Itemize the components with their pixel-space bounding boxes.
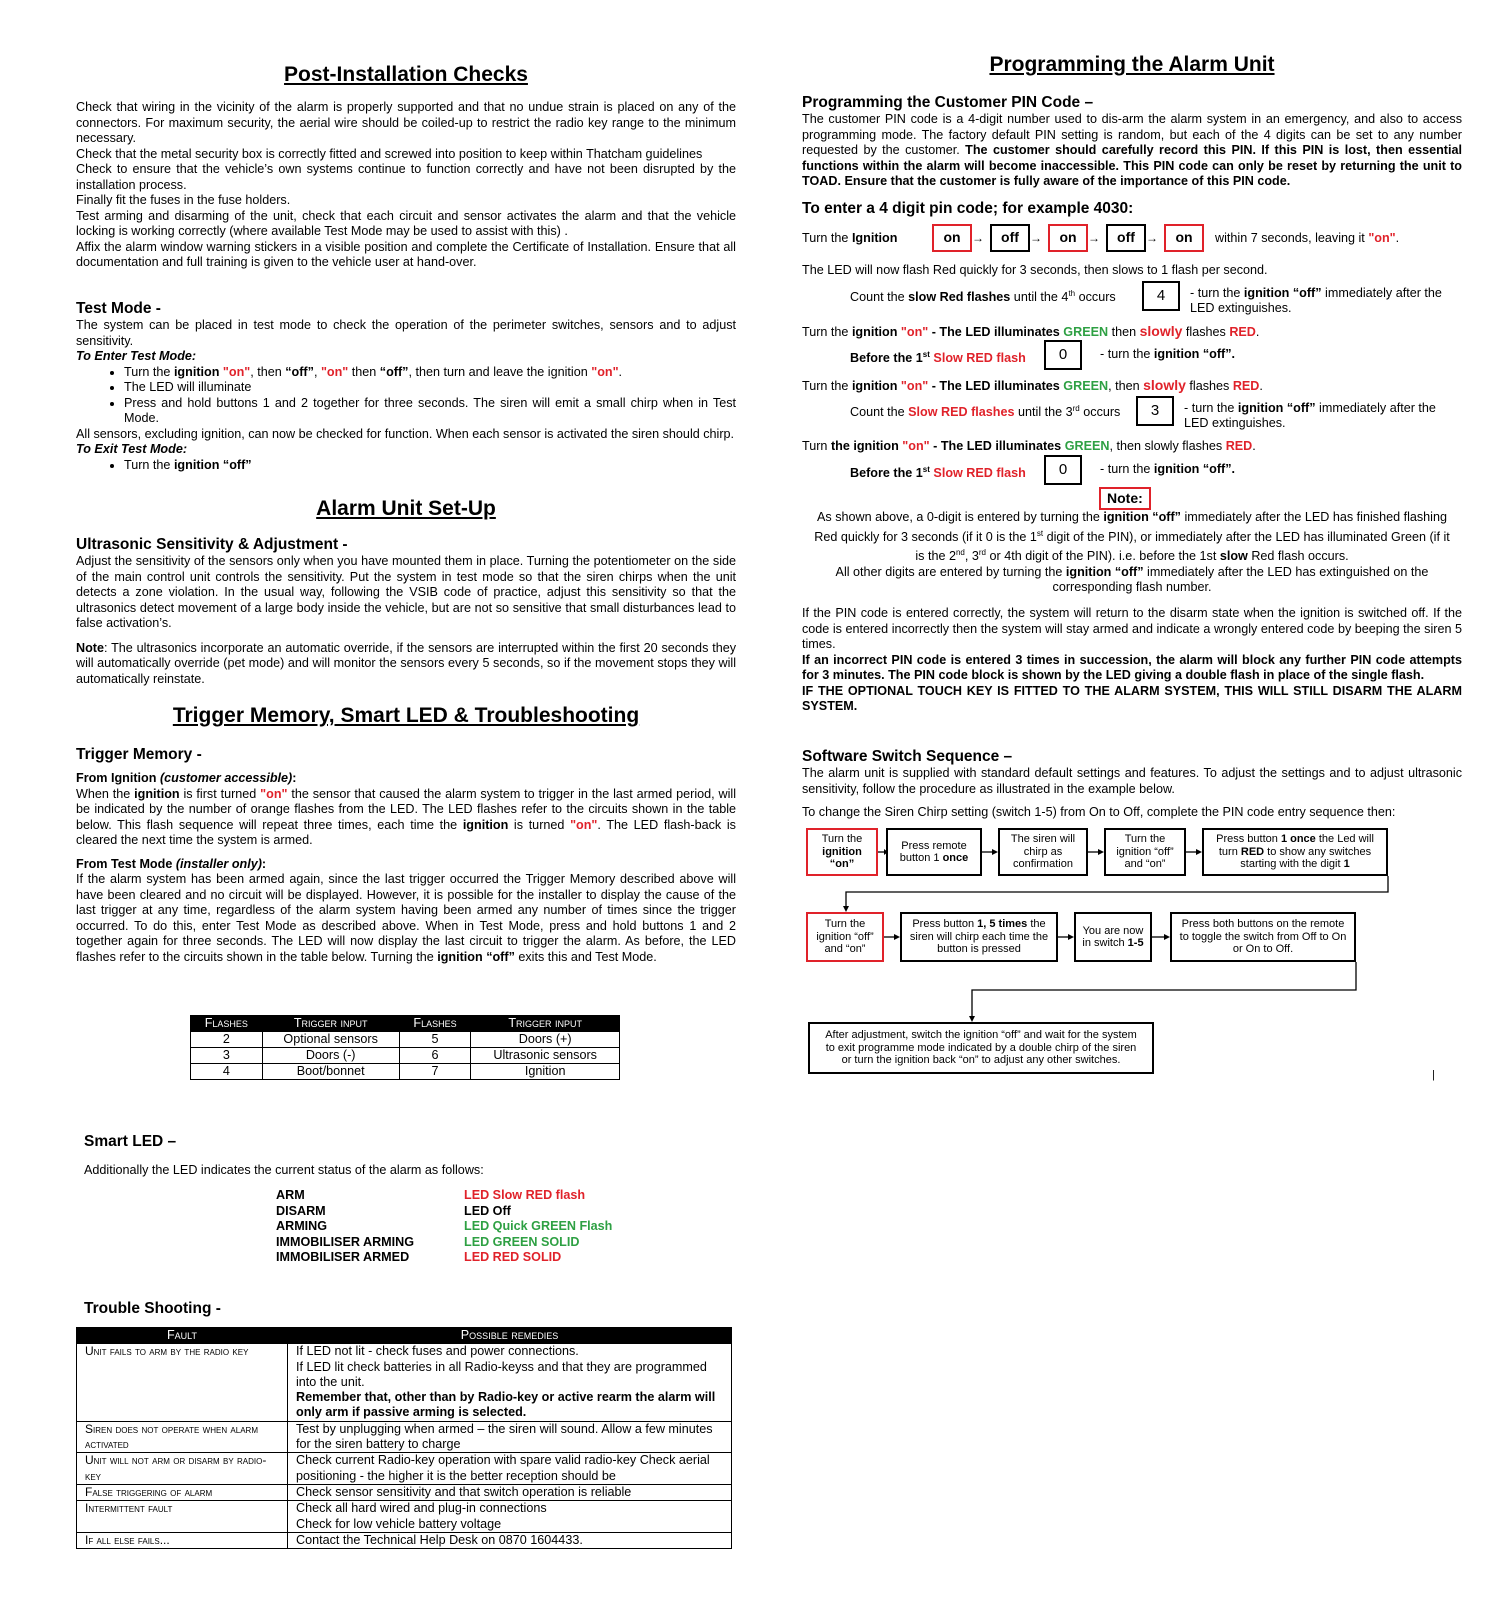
block-text: If an incorrect PIN code is entered 3 times in succession, the alarm will block any further PIN code attempts for 3 minutes. The PIN code block is shown by the LED giving a double flash in place of the single flash. [802, 652, 1462, 682]
line4-text: Turn the ignition "on" - The LED illuminates GREEN, then slowly flashes RED. [802, 439, 1256, 453]
led-status-row [276, 1235, 676, 1251]
pin-heading: Programming the Customer PIN Code – [802, 94, 1094, 111]
ignition-seq-box: on [932, 224, 972, 252]
step1-result: - turn the ignition “off” immediately after the LED extinguishes. [1190, 286, 1442, 315]
flow-step-press-5-times: Press button 1, 5 times the siren will chirp each time the button is pressed [900, 912, 1058, 962]
table-row: Unit fails to arm by the radio key If LED not lit - check fuses and power connections. If LED lit check batteries in all Radio-keyss and that they are programmed into the unit. Remember that, other than by Radio-key or active rearm the alarm will only arm if passive arming is selected. [77, 1344, 732, 1421]
post-install-body [76, 100, 736, 271]
enter-step-1: • Turn the ignition "on", then “off”, "on" then “off”, then turn and leave the ignition "on". [124, 365, 736, 381]
sequence-arrow-icon: → [972, 231, 984, 245]
enter-pin-heading: To enter a 4 digit pin code; for example 4030: [802, 200, 1134, 217]
digit-box-1: 4 [1142, 281, 1180, 311]
exit-test-heading: To Exit Test Mode: [76, 442, 188, 456]
note-body: As shown above, a 0-digit is entered by turning the ignition “off” immediately after the LED has finished flashing Red quickly for 3 seconds (if it 0 is the 1st digit of the PIN), or immediately after the LED has illuminated Green (if it is the 2nd, 3rd or 4th digit of the PIN). i.e. before the 1st slow Red flash occurs. All other digits are entered by turning the ignition “off” immediately after the LED has extinguished on the corresponding flash number. [814, 510, 1450, 595]
all-sensors-text: All sensors, excluding ignition, can now be checked for function. When each sensor is activated the siren should chirp. [76, 426, 735, 441]
post-install-p6: Affix the alarm window warning stickers in a visible position and complete the Certificate of Installation. Ensure that all documentation and full training is given to the vehicle user at hand-over. [76, 239, 736, 269]
led-indication: LED Quick GREEN Flash [464, 1219, 613, 1233]
led-indication: LED Slow RED flash [464, 1188, 586, 1202]
digit-box-2: 0 [1044, 340, 1082, 370]
th-remedies: Possible remedies [288, 1328, 732, 1344]
ultrasonic-text: Adjust the sensitivity of the sensors only when you have mounted them in place. Turning the potentiometer on the side of the main control unit controls the sensitivity. Put the system in test mode so that the siren chirps when the unit detects a zone violation. In the usual way, following the VSIB code of practice, adjust this sensitivity so that the ultrasonics detect movement of a large body inside the vehicle, but are not so sensitive that small disturbances lead to false activation’s. [76, 554, 736, 630]
within-text: within 7 seconds, leaving it "on". [1215, 231, 1400, 245]
step3-result: - turn the ignition “off” immediately after the LED extinguishes. [1184, 401, 1436, 430]
ignition-seq-box: off [1106, 224, 1146, 252]
led-state: ARM [276, 1188, 305, 1202]
digit-box-4: 0 [1044, 455, 1082, 485]
from-test-text: If the alarm system has been armed again, since the last trigger occurred the Trigger Memory described above will have been cleared and no circuit will be displayed. However, it is possible for the installer to display the cause of the last trigger at any time, regardless of the alarm system having been armed any number of times since the trigger occurred. To do this, enter Test Mode as described above. When in Test Mode, press and hold buttons 1 and 2 together again for three seconds. The LED will now display the last circuit to trigger the alarm. As before, the LED flashes refer to the circuits shown in the table below. Turning the ignition “off” exits this and Test Mode. [76, 872, 736, 964]
table-row: Intermittent fault Check all hard wired and plug-in connections Check for low vehicle battery voltage [77, 1501, 732, 1533]
step1-text: Count the slow Red flashes until the 4th occurs [850, 289, 1116, 305]
th-flashes-2: Flashes [399, 1016, 471, 1032]
led-indication: LED Off [464, 1203, 511, 1218]
correct-text: If the PIN code is entered correctly, the system will return to the disarm state when the ignition is switched off. If the code is entered incorrectly then the system will stay armed and indicate a wrongly entered code by beeping the siren 5 times. [802, 606, 1462, 651]
step2-result: - turn the ignition “off”. [1100, 347, 1236, 361]
from-ignition-heading: From Ignition (customer accessible): [76, 771, 297, 785]
led-indication: LED RED SOLID [464, 1250, 562, 1264]
trigger-body [76, 771, 736, 965]
led-state: IMMOBILISER ARMING [276, 1234, 415, 1249]
enter-step-2: • The LED will illuminate [124, 380, 736, 396]
smart-led-heading: Smart LED – [84, 1133, 177, 1150]
table-row: 3 Doors (-) 6 Ultrasonic sensors [191, 1048, 620, 1064]
enter-test-list [76, 365, 736, 427]
led-state: ARMING [276, 1219, 328, 1233]
trouble-heading: Trouble Shooting - [84, 1300, 221, 1317]
led-indication: LED GREEN SOLID [464, 1234, 580, 1249]
page-mark: | [1432, 1069, 1435, 1081]
enter-step-3: • Press and hold buttons 1 and 2 together for three seconds. The siren will emit a small chirp when in Test Mode. [124, 396, 736, 427]
led-status-row [276, 1250, 676, 1266]
touch-key-text: IF THE OPTIONAL TOUCH KEY IS FITTED TO THE ALARM SYSTEM, THIS WILL STILL DISARM THE ALARM SYSTEM. [802, 683, 1462, 713]
ignition-seq-box: on [1164, 224, 1204, 252]
ultrasonic-note: Note: The ultrasonics incorporate an automatic override, if the sensors are interrupted within the first 20 seconds they will automatically override (pet mode) and will monitor the sensors every 5 seconds, so if the movement stops they will automatically reinstate. [76, 640, 736, 686]
siren-chirp-text: To change the Siren Chirp setting (switch 1-5) from On to Off, complete the PIN code entry sequence then: [802, 805, 1396, 819]
test-mode-body [76, 318, 736, 473]
post-install-p3: Check to ensure that the vehicle’s own systems continue to function correctly and have not been disrupted by the installation process. [76, 162, 736, 192]
step3-text: Count the Slow RED flashes until the 3rd occurs [850, 404, 1121, 420]
flow-step-press-remote: Press remote button 1 once [886, 828, 982, 876]
flow-step-siren-chirp: The siren will chirp as confirmation [998, 828, 1088, 876]
enter-test-heading: To Enter Test Mode: [76, 349, 197, 363]
line3-text: Turn the ignition "on" - The LED illuminates GREEN, then slowly flashes RED. [802, 377, 1263, 393]
table-row: Unit will not arm or disarm by radio-key Check current Radio-key operation with spare valid radio-key Check aerial positioning - the higher it is the better reception should be [77, 1453, 732, 1485]
trigger-title: Trigger Memory, Smart LED & Troubleshooting [172, 704, 640, 727]
led-status-row [276, 1204, 676, 1220]
exit-test-list [76, 458, 736, 474]
trouble-table [76, 1327, 732, 1549]
th-flashes-1: Flashes [191, 1016, 263, 1032]
led-status-row [276, 1219, 676, 1235]
trigger-memory-heading: Trigger Memory - [76, 746, 202, 763]
step2-text: Before the 1st Slow RED flash [850, 350, 1026, 366]
trouble-table-header [77, 1328, 732, 1344]
digit-box-3: 3 [1136, 396, 1174, 426]
test-mode-heading: Test Mode - [76, 300, 161, 317]
flow-step-after-adjustment: After adjustment, switch the ignition “off” and wait for the system to exit programme mode indicated by a double chirp of the siren or turn the ignition back “on” to adjust any other switches. [808, 1022, 1154, 1074]
post-install-title: Post-Installation Checks [284, 63, 528, 86]
flow-step-toggle-switch: Press both buttons on the remote to toggle the switch from Off to On or On to Off. [1170, 912, 1356, 962]
from-test-heading: From Test Mode (installer only): [76, 856, 267, 871]
test-mode-intro: The system can be placed in test mode to check the operation of the perimeter switches, sensors and to adjust sensitivity. [76, 318, 736, 348]
ultrasonic-heading: Ultrasonic Sensitivity & Adjustment - [76, 536, 348, 553]
led-flash-text: The LED will now flash Red quickly for 3 seconds, then slows to 1 flash per second. [802, 263, 1268, 277]
programming-title: Programming the Alarm Unit [989, 53, 1275, 76]
table-row: 2 Optional sensors 5 Doors (+) [191, 1032, 620, 1048]
th-trigger-1: Trigger input [262, 1016, 399, 1032]
th-fault: Fault [77, 1328, 288, 1344]
flow-step-press-button-1: Press button 1 once the Led will turn RED to show any switches starting with the digit 1 [1202, 828, 1388, 876]
line2-text: Turn the ignition "on" - The LED illuminates GREEN then slowly flashes RED. [802, 323, 1260, 339]
sequence-arrow-icon: → [1030, 231, 1042, 245]
trigger-table-header [191, 1016, 620, 1032]
software-switch-heading: Software Switch Sequence – [802, 748, 1013, 765]
post-install-p2: Check that the metal security box is correctly fitted and screwed into position to keep within Thatcham guidelines [76, 146, 703, 161]
software-switch-text: The alarm unit is supplied with standard default settings and features. To adjust the settings and to adjust ultrasonic sensitivity, follow the procedure as illustrated in the example below. [802, 766, 1462, 796]
sequence-arrow-icon: → [1088, 231, 1100, 245]
post-install-p5: Test arming and disarming of the unit, check that each circuit and sensor activates the alarm and that the vehicle locking is working correctly (where available Test Mode may be used to assist with this) . [76, 208, 736, 238]
smart-led-list [276, 1188, 676, 1266]
step4-text: Before the 1st Slow RED flash [850, 465, 1026, 481]
step4-result: - turn the ignition “off”. [1100, 462, 1236, 476]
sequence-arrow-icon: → [1146, 231, 1158, 245]
led-state: IMMOBILISER ARMED [276, 1250, 410, 1264]
flow-connectors [802, 0, 1462, 1100]
flow-step-ignition-on: Turn the ignition “on” [806, 828, 878, 876]
post-install-p1: Check that wiring in the vicinity of the alarm is properly supported and that no undue strain is placed on any of the connectors. For maximum security, the aerial wire should be coiled-up to restrict the radio key range to the minimum necessary. [76, 100, 736, 145]
smart-led-intro: Additionally the LED indicates the current status of the alarm as follows: [84, 1163, 484, 1177]
ultrasonic-body [76, 554, 736, 687]
from-ignition-text: When the ignition is first turned "on" the sensor that caused the alarm system to trigger in the last armed period, will be indicated by the number of orange flashes from the LED. The LED flashes refer to the circuits shown in the table below. This flash sequence will repeat three times, each time the ignition is turned "on". The LED flash-back is cleared the next time the system is armed. [76, 786, 737, 847]
post-install-p4: Finally fit the fuses in the fuse holders. [76, 193, 291, 207]
table-row: 4 Boot/bonnet 7 Ignition [191, 1064, 620, 1080]
ignition-seq-box: on [1048, 224, 1088, 252]
trigger-table [190, 1015, 620, 1080]
led-state: DISARM [276, 1203, 326, 1218]
flow-step-in-switch: You are now in switch 1-5 [1074, 912, 1152, 962]
flow-step-ignition-off-on: Turn the ignition “off” and “on” [1104, 828, 1186, 876]
setup-title: Alarm Unit Set-Up [316, 497, 496, 520]
flow-step-ignition-off-on-2: Turn the ignition “off” and “on” [806, 912, 884, 962]
ignition-seq-box: off [990, 224, 1030, 252]
turn-ignition-label: Turn the Ignition [802, 231, 898, 245]
note-label: Note: [1099, 487, 1151, 510]
table-row: Siren does not operate when alarm activated Test by unplugging when armed – the siren will sound. Allow a few minutes for the siren battery to charge [77, 1421, 732, 1453]
pin-text: The customer PIN code is a 4-digit number used to dis-arm the alarm system in an emergency, and also to access programming mode. The factory default PIN setting is random, but each of the 4 digits can be set to any number requested by the customer. The customer should carefully record this PIN. If this PIN is lost, then essential functions within the alarm will become inaccessible. This PIN code can only be reset by returning the unit to TOAD. Ensure that the customer is fully aware of the importance of this PIN code. [802, 112, 1462, 188]
table-row: If all else fails... Contact the Technical Help Desk on 0870 1604433. [77, 1532, 732, 1548]
table-row: False triggering of alarm Check sensor sensitivity and that switch operation is reliable [77, 1484, 732, 1500]
th-trigger-2: Trigger input [471, 1016, 620, 1032]
exit-step-1: • Turn the ignition “off” [124, 458, 736, 474]
led-status-row [276, 1188, 676, 1204]
